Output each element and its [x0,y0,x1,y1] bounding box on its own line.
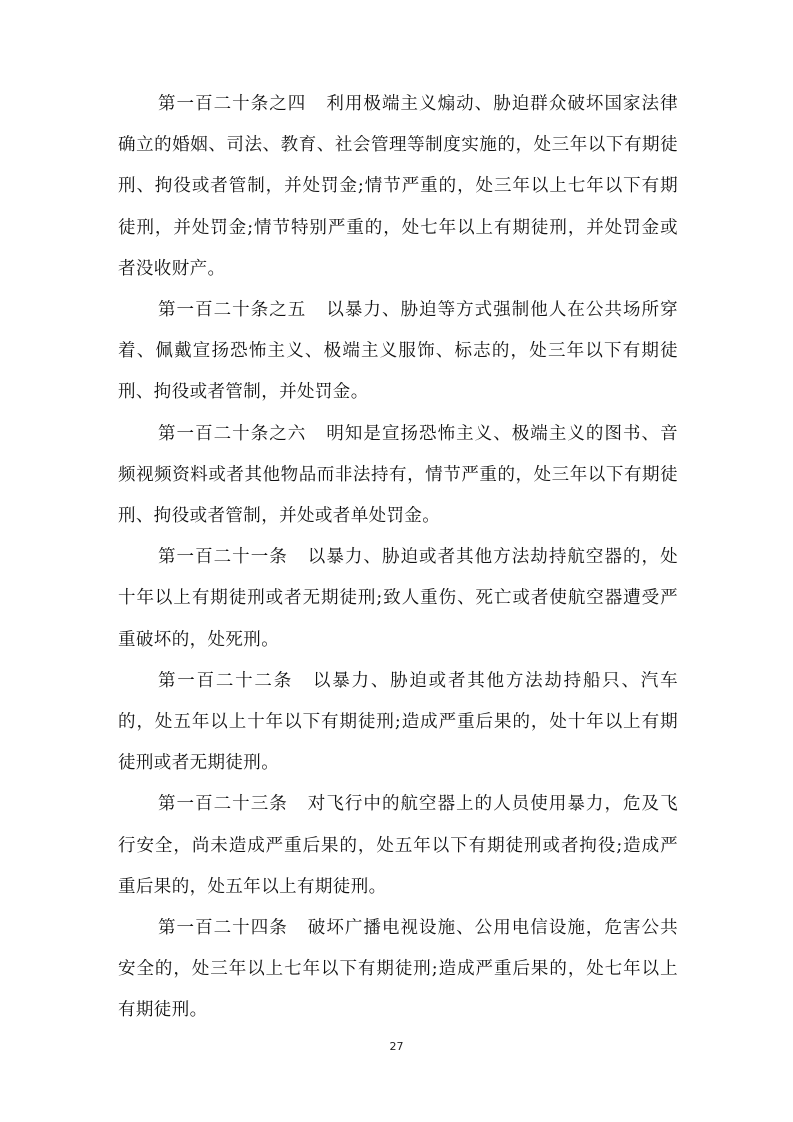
article-number: 第一百二十条之六 [158,423,307,444]
article-text: 明知是宣扬恐怖主义、极端主义的图书、音频视频资料或者其他物品而非法持有，情节严重的，处三年以下有期徒刑、拘役或者管制，并处或者单处罚金。 [118,423,678,527]
article-number: 第一百二十一条 [158,547,288,568]
article-text: 以暴力、胁迫或者其他方法劫持船只、汽车的，处五年以上十年以下有期徒刑;造成严重后果的，处十年以上有期徒刑或者无期徒刑。 [118,670,678,774]
article-121 [118,537,678,661]
page-number: 27 [389,1040,404,1053]
article-text: 以暴力、胁迫等方式强制他人在公共场所穿着、佩戴宣扬恐怖主义、极端主义服饰、标志的，处三年以下有期徒刑、拘役或者管制，并处罚金。 [118,300,678,403]
article-number: 第一百二十二条 [158,670,293,691]
article-text: 对飞行中的航空器上的人员使用暴力，危及飞行安全，尚未造成严重后果的，处五年以下有期徒刑或者拘役;造成严重后果的，处五年以上有期徒刑。 [118,794,678,897]
article-120-6 [118,414,678,538]
article-number: 第一百二十条之四 [158,94,307,114]
article-text: 以暴力、胁迫或者其他方法劫持航空器的，处十年以上有期徒刑或者无期徒刑;致人重伤、死亡或者使航空器遭受严重破坏的，处死刑。 [118,547,678,650]
article-number: 第一百二十四条 [158,918,288,939]
article-123 [118,784,678,908]
article-120-5 [118,290,678,414]
article-text: 利用极端主义煽动、胁迫群众破坏国家法律确立的婚姻、司法、教育、社会管理等制度实施的，处三年以下有期徒刑、拘役或者管制，并处罚金;情节严重的，处三年以上七年以下有期徒刑，并处罚金;情节特别严重的，处七年以上有期徒刑，并处罚金或者没收财产。 [118,94,678,279]
article-124 [118,908,678,1032]
article-120-4 [118,84,678,290]
article-text: 破坏广播电视设施、公用电信设施，危害公共安全的，处三年以上七年以下有期徒刑;造成严重后果的，处七年以上有期徒刑。 [118,918,678,1021]
article-number: 第一百二十条之五 [158,300,307,321]
document-body [118,84,678,1032]
article-number: 第一百二十三条 [158,794,288,815]
article-122 [118,661,678,785]
